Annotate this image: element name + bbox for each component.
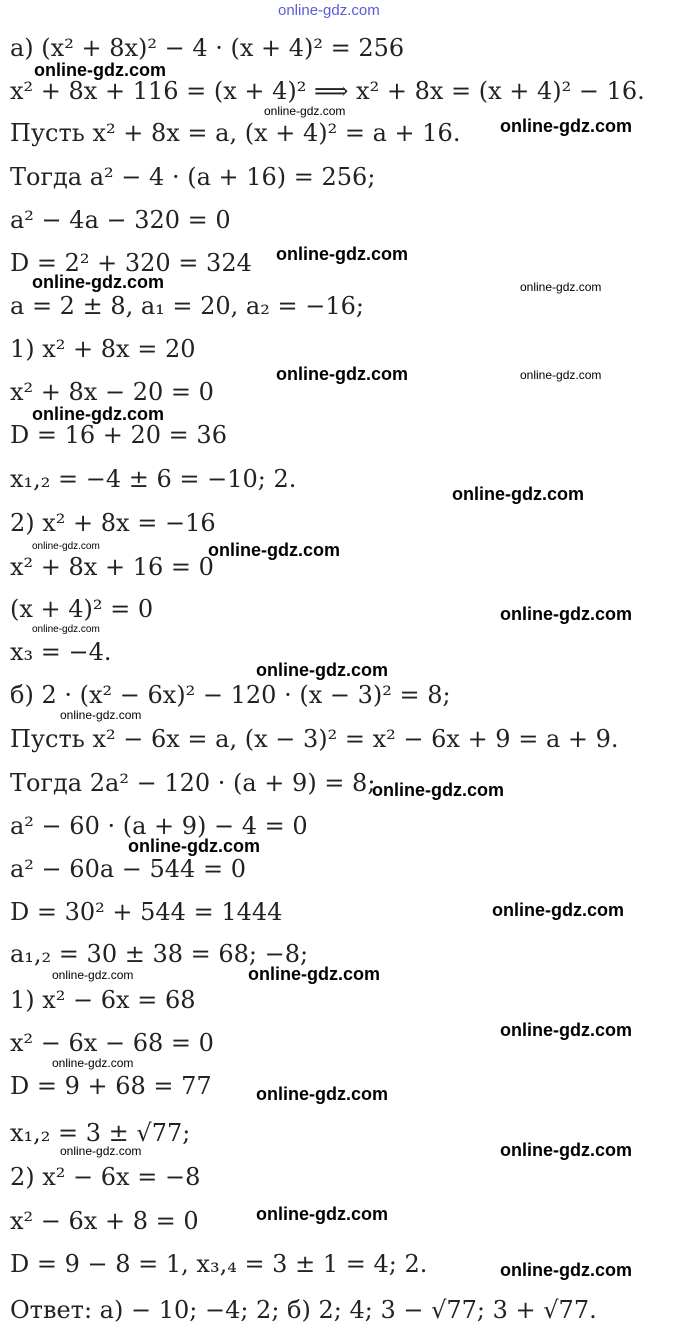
watermark: online-gdz.com bbox=[256, 660, 388, 680]
line-18: Тогда 2a² − 120 · (a + 9) = 8; bbox=[10, 769, 376, 797]
watermark: online-gdz.com bbox=[128, 836, 260, 856]
watermark: online-gdz.com bbox=[500, 116, 632, 136]
line-6: D = 2² + 320 = 324 bbox=[10, 249, 252, 277]
watermark: online-gdz.com bbox=[52, 1056, 134, 1070]
watermark: online-gdz.com bbox=[372, 780, 504, 800]
line-11: x₁,₂ = −4 ± 6 = −10; 2. bbox=[10, 465, 297, 493]
line-12: 2) x² + 8x = −16 bbox=[10, 509, 216, 537]
watermark: online-gdz.com bbox=[256, 1084, 388, 1104]
watermark: online-gdz.com bbox=[52, 968, 134, 982]
line-24: x² − 6x − 68 = 0 bbox=[10, 1029, 214, 1057]
watermark: online-gdz.com bbox=[500, 1020, 632, 1040]
watermark: online-gdz.com bbox=[520, 280, 602, 294]
watermark-top: online-gdz.com bbox=[278, 2, 380, 19]
line-4: Тогда a² − 4 · (a + 16) = 256; bbox=[10, 163, 376, 191]
watermark: online-gdz.com bbox=[32, 541, 100, 552]
watermark: online-gdz.com bbox=[492, 900, 624, 920]
line-19: a² − 60 · (a + 9) − 4 = 0 bbox=[10, 812, 308, 840]
line-17: Пусть x² − 6x = a, (x − 3)² = x² − 6x + 9 = a + 9. bbox=[10, 725, 619, 753]
line-26: x₁,₂ = 3 ± √77; bbox=[10, 1119, 191, 1147]
line-22: a₁,₂ = 30 ± 38 = 68; −8; bbox=[10, 940, 309, 968]
line-23: 1) x² − 6x = 68 bbox=[10, 986, 196, 1014]
line-10: D = 16 + 20 = 36 bbox=[10, 421, 227, 449]
line-25: D = 9 + 68 = 77 bbox=[10, 1072, 212, 1100]
watermark: online-gdz.com bbox=[500, 1140, 632, 1160]
line-1: а) (x² + 8x)² − 4 · (x + 4)² = 256 bbox=[10, 34, 405, 62]
line-20: a² − 60a − 544 = 0 bbox=[10, 855, 246, 883]
watermark: online-gdz.com bbox=[32, 272, 164, 292]
line-16: б) 2 · (x² − 6x)² − 120 · (x − 3)² = 8; bbox=[10, 681, 451, 709]
line-3: Пусть x² + 8x = a, (x + 4)² = a + 16. bbox=[10, 119, 461, 147]
line-8: 1) x² + 8x = 20 bbox=[10, 335, 196, 363]
watermark: online-gdz.com bbox=[256, 1204, 388, 1224]
watermark: online-gdz.com bbox=[276, 364, 408, 384]
watermark: online-gdz.com bbox=[452, 484, 584, 504]
watermark: online-gdz.com bbox=[248, 964, 380, 984]
line-7: a = 2 ± 8, a₁ = 20, a₂ = −16; bbox=[10, 292, 364, 320]
watermark: online-gdz.com bbox=[500, 604, 632, 624]
watermark: online-gdz.com bbox=[520, 368, 602, 382]
line-5: a² − 4a − 320 = 0 bbox=[10, 206, 231, 234]
line-14: (x + 4)² = 0 bbox=[10, 595, 154, 623]
watermark: online-gdz.com bbox=[32, 624, 100, 635]
watermark: online-gdz.com bbox=[208, 540, 340, 560]
line-27: 2) x² − 6x = −8 bbox=[10, 1163, 201, 1191]
watermark: online-gdz.com bbox=[60, 708, 142, 722]
watermark: online-gdz.com bbox=[264, 104, 346, 118]
line-21: D = 30² + 544 = 1444 bbox=[10, 898, 283, 926]
line-15: x₃ = −4. bbox=[10, 638, 112, 666]
watermark: online-gdz.com bbox=[60, 1144, 142, 1158]
watermark: online-gdz.com bbox=[276, 244, 408, 264]
watermark: online-gdz.com bbox=[500, 1260, 632, 1280]
watermark: online-gdz.com bbox=[32, 404, 164, 424]
line-9: x² + 8x − 20 = 0 bbox=[10, 378, 214, 406]
line-29: D = 9 − 8 = 1, x₃,₄ = 3 ± 1 = 4; 2. bbox=[10, 1250, 428, 1278]
watermark: online-gdz.com bbox=[34, 60, 166, 80]
line-30: Ответ: а) − 10; −4; 2; б) 2; 4; 3 − √77; 3 + √77. bbox=[10, 1296, 597, 1324]
line-28: x² − 6x + 8 = 0 bbox=[10, 1207, 199, 1235]
line-13: x² + 8x + 16 = 0 bbox=[10, 553, 214, 581]
line-2: x² + 8x + 116 = (x + 4)² ⟹ x² + 8x = (x + 4)² − 16. bbox=[10, 77, 645, 105]
